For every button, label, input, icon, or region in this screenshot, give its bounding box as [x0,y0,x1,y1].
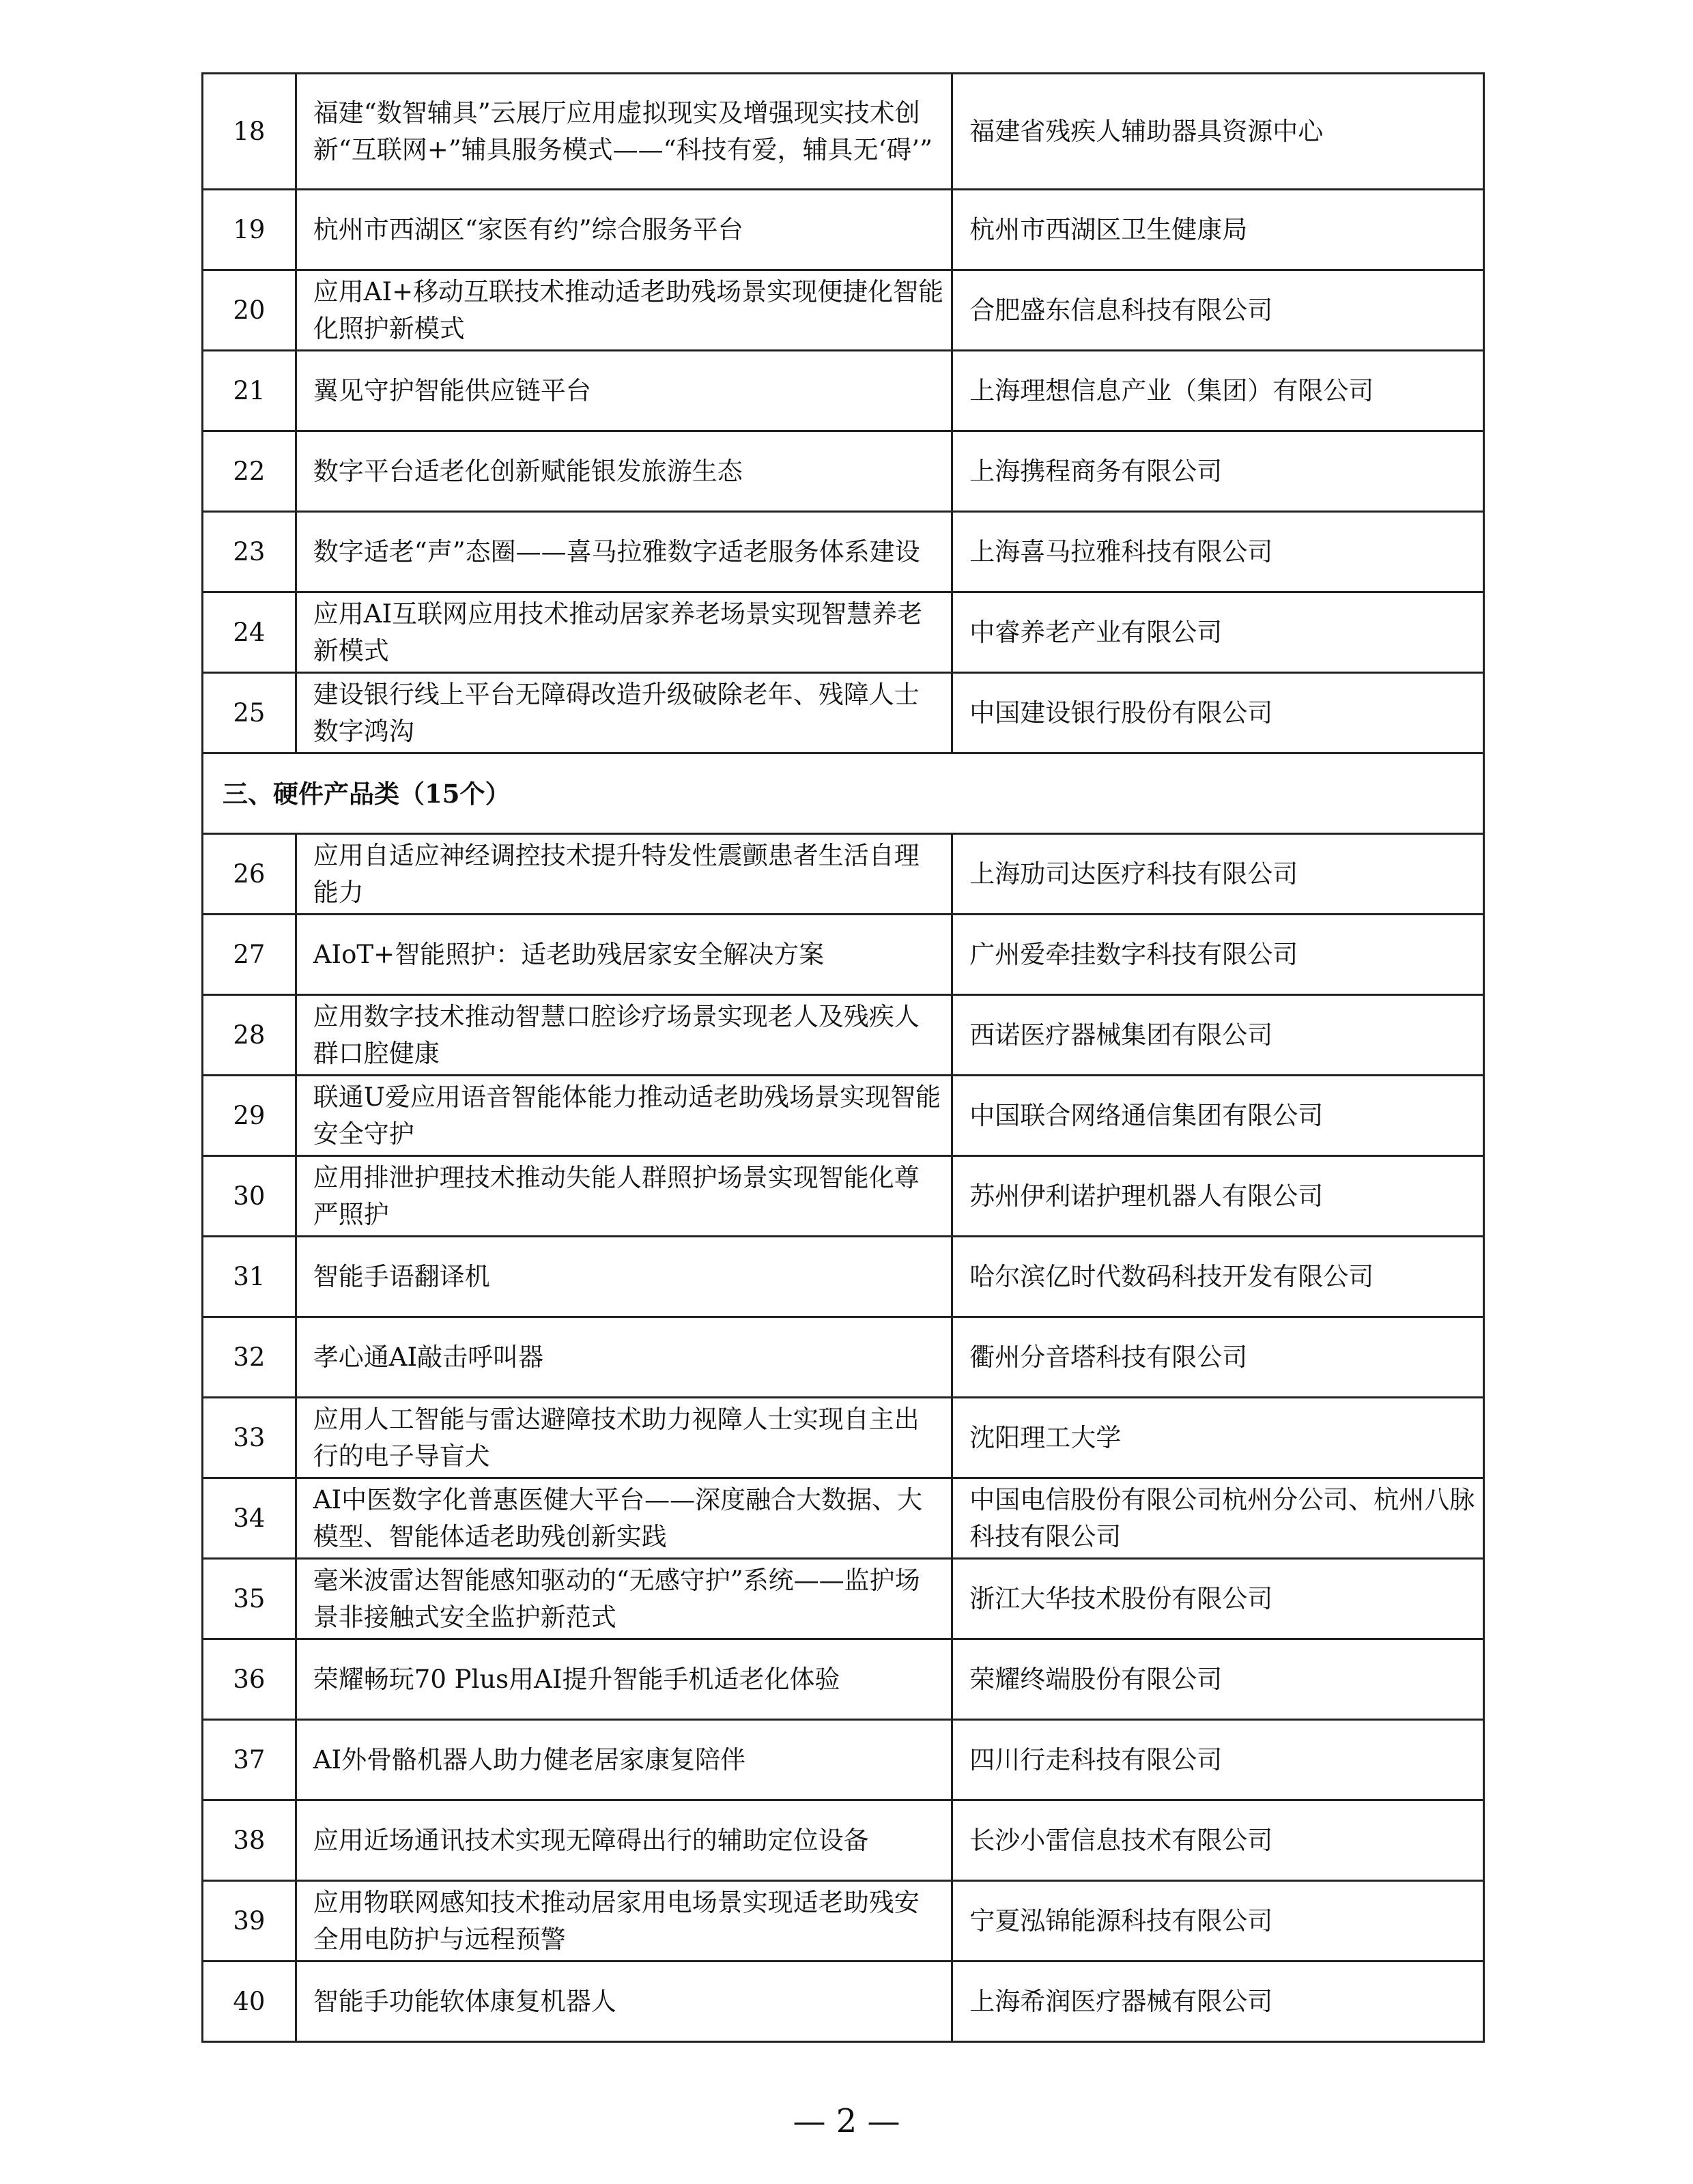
project-name: 应用物联网感知技术推动居家用电场景实现适老助残安全用电防护与远程预警 [297,1882,953,1960]
table-row [203,1157,1485,1237]
row-number: 32 [203,1318,297,1396]
organization: 杭州市西湖区卫生健康局 [953,190,1485,269]
row-number: 35 [203,1560,297,1638]
row-number: 36 [203,1640,297,1719]
project-name: 应用排泄护理技术推动失能人群照护场景实现智能化尊严照护 [297,1157,953,1235]
table-row [203,1237,1485,1318]
organization: 合肥盛东信息科技有限公司 [953,271,1485,349]
project-table [201,72,1485,2043]
row-number: 34 [203,1479,297,1557]
row-number: 37 [203,1721,297,1799]
organization: 上海理想信息产业（集团）有限公司 [953,351,1485,430]
table-row [203,1962,1485,2043]
organization: 荣耀终端股份有限公司 [953,1640,1485,1719]
row-number: 26 [203,835,297,913]
organization: 西诺医疗器械集团有限公司 [953,996,1485,1074]
organization: 中国电信股份有限公司杭州分公司、杭州八脉科技有限公司 [953,1479,1485,1557]
project-name: 应用人工智能与雷达避障技术助力视障人士实现自主出行的电子导盲犬 [297,1398,953,1477]
table-row [203,915,1485,996]
organization: 中国联合网络通信集团有限公司 [953,1076,1485,1155]
table-row [203,1479,1485,1560]
page-number: — 2 — [793,2102,900,2140]
project-name: 应用自适应神经调控技术提升特发性震颤患者生活自理能力 [297,835,953,913]
row-number: 18 [203,74,297,188]
table-row [203,1721,1485,1801]
project-name: 应用AI互联网应用技术推动居家养老场景实现智慧养老新模式 [297,593,953,672]
project-name: 孝心通AI敲击呼叫器 [297,1318,953,1396]
table-row [203,674,1485,754]
project-name: 荣耀畅玩70 Plus用AI提升智能手机适老化体验 [297,1640,953,1719]
organization: 上海劢司达医疗科技有限公司 [953,835,1485,913]
table-row [203,432,1485,513]
organization: 苏州伊利诺护理机器人有限公司 [953,1157,1485,1235]
table-row [203,1318,1485,1398]
row-number: 21 [203,351,297,430]
table-row [203,996,1485,1076]
table-row [203,1801,1485,1882]
organization: 衢州分音塔科技有限公司 [953,1318,1485,1396]
row-number: 29 [203,1076,297,1155]
organization: 四川行走科技有限公司 [953,1721,1485,1799]
table-row [203,271,1485,351]
organization: 中国建设银行股份有限公司 [953,674,1485,752]
row-number: 20 [203,271,297,349]
row-number: 19 [203,190,297,269]
row-number: 24 [203,593,297,672]
table-row [203,1560,1485,1640]
table-row [203,1640,1485,1721]
organization: 广州爱牵挂数字科技有限公司 [953,915,1485,994]
project-name: 杭州市西湖区“家医有约”综合服务平台 [297,190,953,269]
section-title: 三、硬件产品类（15个） [203,754,1485,833]
row-number: 38 [203,1801,297,1880]
project-name: 应用数字技术推动智慧口腔诊疗场景实现老人及残疾人群口腔健康 [297,996,953,1074]
project-name: 应用AI+移动互联技术推动适老助残场景实现便捷化智能化照护新模式 [297,271,953,349]
project-name: 翼见守护智能供应链平台 [297,351,953,430]
table-row [203,74,1485,190]
organization: 浙江大华技术股份有限公司 [953,1560,1485,1638]
row-number: 25 [203,674,297,752]
organization: 沈阳理工大学 [953,1398,1485,1477]
table-row [203,190,1485,271]
project-name: AI中医数字化普惠医健大平台——深度融合大数据、大模型、智能体适老助残创新实践 [297,1479,953,1557]
row-number: 28 [203,996,297,1074]
project-name: 应用近场通讯技术实现无障碍出行的辅助定位设备 [297,1801,953,1880]
project-name: AI外骨骼机器人助力健老居家康复陪伴 [297,1721,953,1799]
row-number: 31 [203,1237,297,1316]
organization: 哈尔滨亿时代数码科技开发有限公司 [953,1237,1485,1316]
project-name: 建设银行线上平台无障碍改造升级破除老年、残障人士数字鸿沟 [297,674,953,752]
section-header-row [203,754,1485,835]
row-number: 40 [203,1962,297,2041]
organization: 宁夏泓锦能源科技有限公司 [953,1882,1485,1960]
row-number: 33 [203,1398,297,1477]
row-number: 22 [203,432,297,511]
organization: 福建省残疾人辅助器具资源中心 [953,74,1485,188]
organization: 上海喜马拉雅科技有限公司 [953,513,1485,591]
table-row [203,1398,1485,1479]
project-name: 毫米波雷达智能感知驱动的“无感守护”系统——监护场景非接触式安全监护新范式 [297,1560,953,1638]
organization: 上海携程商务有限公司 [953,432,1485,511]
project-name: 数字平台适老化创新赋能银发旅游生态 [297,432,953,511]
project-name: 智能手功能软体康复机器人 [297,1962,953,2041]
project-name: 智能手语翻译机 [297,1237,953,1316]
table-row [203,513,1485,593]
table-row [203,1076,1485,1157]
row-number: 23 [203,513,297,591]
project-name: 福建“数智辅具”云展厅应用虚拟现实及增强现实技术创新“互联网+”辅具服务模式——“科技有爱，辅具无‘碍’” [297,74,953,188]
project-name: 联通U爱应用语音智能体能力推动适老助残场景实现智能安全守护 [297,1076,953,1155]
row-number: 30 [203,1157,297,1235]
row-number: 39 [203,1882,297,1960]
table-row [203,593,1485,674]
organization: 上海希润医疗器械有限公司 [953,1962,1485,2041]
table-row [203,835,1485,915]
project-name: 数字适老“声”态圈——喜马拉雅数字适老服务体系建设 [297,513,953,591]
table-row [203,351,1485,432]
organization: 长沙小雷信息技术有限公司 [953,1801,1485,1880]
table-row [203,1882,1485,1962]
organization: 中睿养老产业有限公司 [953,593,1485,672]
row-number: 27 [203,915,297,994]
project-name: AIoT+智能照护：适老助残居家安全解决方案 [297,915,953,994]
